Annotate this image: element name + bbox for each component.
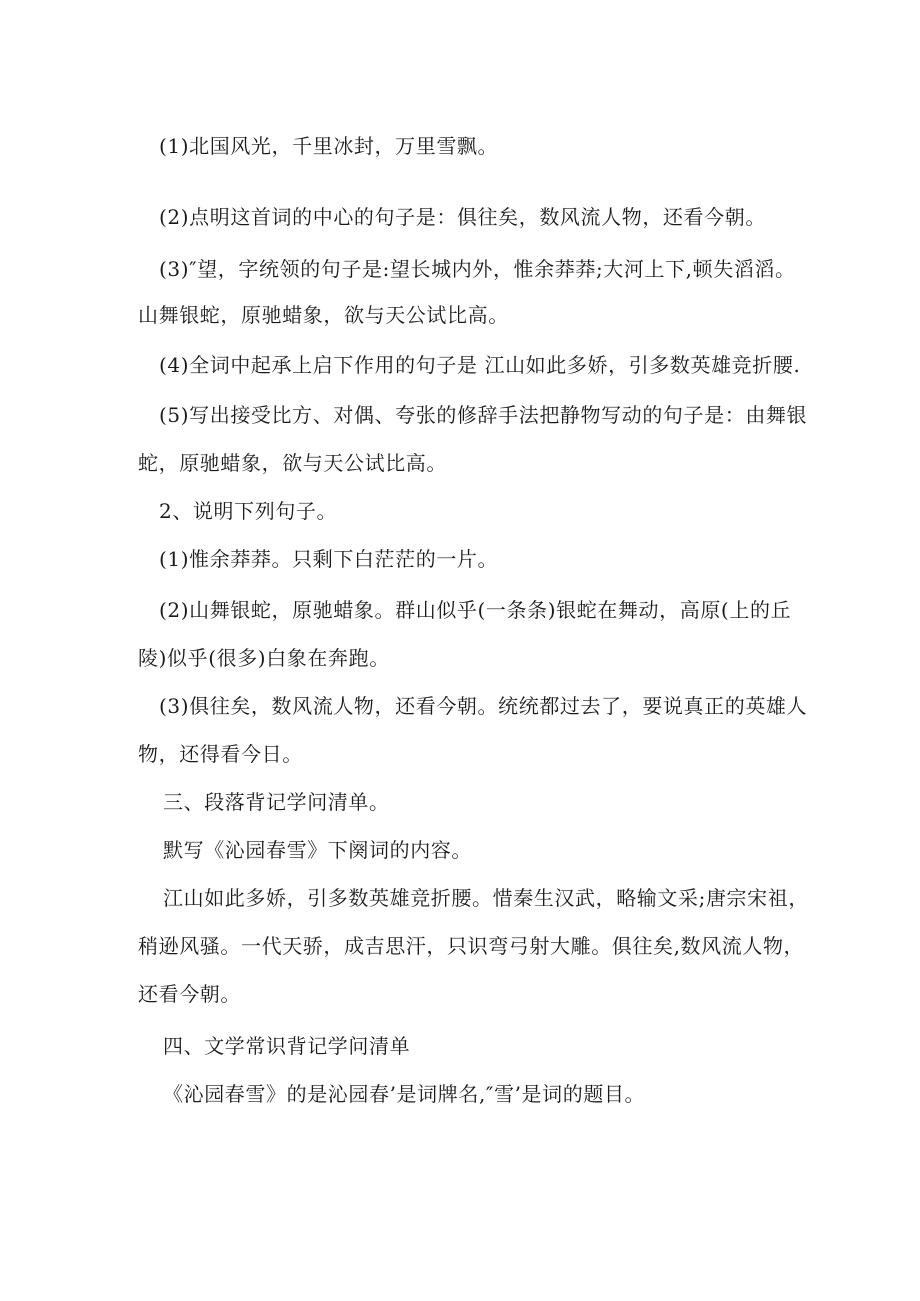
paragraph-9-line-2: 物，还得看今日。 (138, 742, 303, 766)
paragraph-3-line-1: (3)″望，字统领的句子是:望长城内外，惟余莽莽;大河上下,顿失滔滔。 (159, 257, 796, 281)
paragraph-5-line-1: (5)写出接受比方、对偶、夸张的修辞手法把静物写动的句子是：由舞银 (159, 403, 808, 427)
paragraph-14-line-1: 《沁园春雪》的是沁园春’是词牌名,″雪’是词的题目。 (163, 1082, 646, 1106)
paragraph-11-line-1: 默写《沁园春雪》下阕词的内容。 (163, 838, 472, 862)
paragraph-12-line-2: 稍逊风骚。一代天骄，成吉思汗，只识弯弓射大雕。俱往矣,数风流人物， (138, 934, 805, 958)
paragraph-4-line-1: (4)全词中起承上启下作用的句子是 江山如此多娇，引多数英雄竞折腰. (159, 353, 801, 377)
paragraph-2-line-1: (2)点明这首词的中心的句子是：俱往矣，数风流人物，还看今朝。 (159, 205, 766, 229)
paragraph-7-line-1: (1)惟余莽莽。只剩下白茫茫的一片。 (159, 547, 499, 571)
paragraph-3-line-2: 山舞银蛇，原驰蜡象，欲与天公试比高。 (138, 303, 509, 327)
paragraph-5-line-2: 蛇，原驰蜡象，欲与天公试比高。 (138, 451, 447, 475)
paragraph-8-line-2: 陵)似乎(很多)白象在奔跑。 (138, 646, 390, 670)
paragraph-8-line-1: (2)山舞银蛇，原驰蜡象。群山似乎(一条条)银蛇在舞动，高原(上的丘 (159, 598, 792, 622)
section-3-heading: 三、段落背记学问清单。 (163, 790, 390, 814)
paragraph-6-line-1: 2、说明下列句子。 (159, 499, 338, 523)
paragraph-12-line-3: 还看今朝。 (138, 982, 241, 1006)
section-4-heading: 四、文学常识背记学问清单 (163, 1034, 411, 1058)
paragraph-12-line-1: 江山如此多娇，引多数英雄竞折腰。惜秦生汉武，略输文采;唐宗宋祖， (163, 886, 809, 910)
paragraph-1-line-1: (1)北国风光，千里冰封，万里雪飘。 (159, 134, 499, 158)
paragraph-9-line-1: (3)俱往矣，数风流人物，还看今朝。统统都过去了，要说真正的英雄人 (159, 694, 808, 718)
